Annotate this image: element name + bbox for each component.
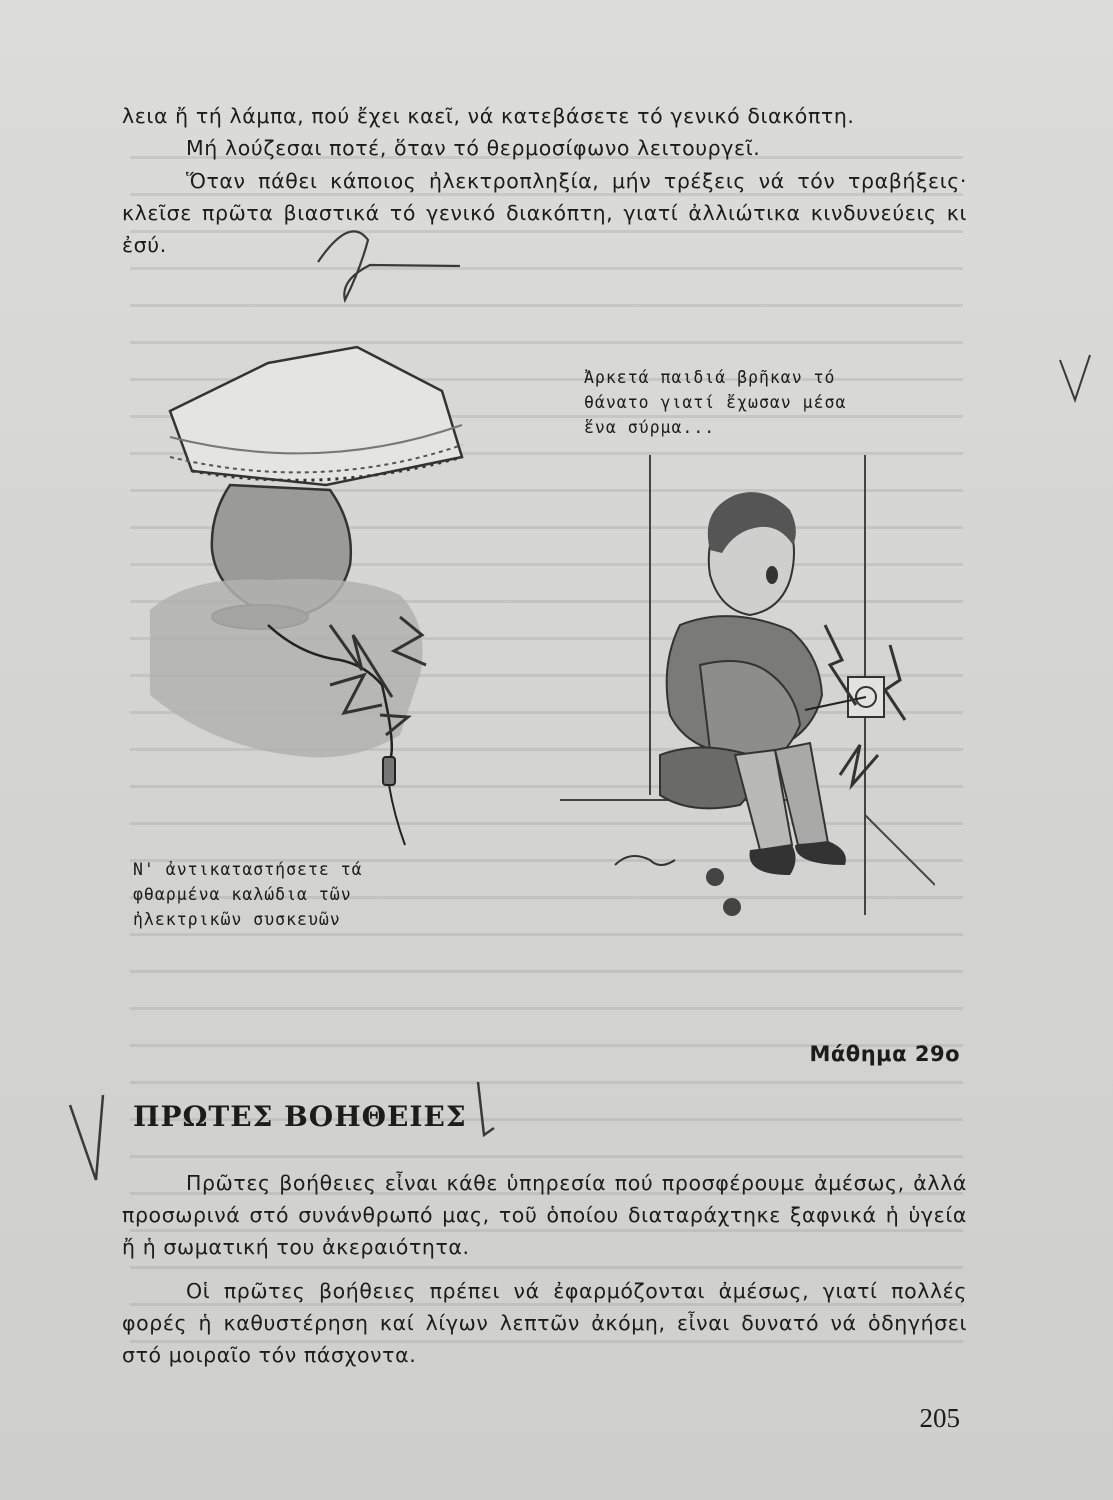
checkmark-icon xyxy=(1060,355,1090,400)
paragraph-first-aid-definition: Πρῶτες βοήθειες εἶναι κάθε ὑπηρεσία πού προσφέρουμε ἀμέσως, ἀλλά προσωρινά στό συνάνθρωπό μας, τοῦ ὁποίου διαταράχτηκε ξαφνικά ἡ ὑγεία ἤ ἡ σωματική του ἀκεραιότητα. xyxy=(122,1171,967,1259)
paragraph-first-aid-urgency: Οἱ πρῶτες βοήθειες πρέπει νά ἐφαρμόζονται ἀμέσως, γιατί πολλές φορές ἡ καθυστέρηση καί λίγων λεπτῶν ἀκόμη, εἶναι δυνατό νά ὁδηγήσει στό μοιραῖο τόν πάσχοντα. xyxy=(122,1279,967,1367)
caption-line: θάνατο γιατί ἔχωσαν μέσα xyxy=(584,393,847,412)
lesson-label: Μάθημα 29ο xyxy=(809,1042,960,1066)
checkmark-icon xyxy=(478,1082,494,1135)
checkmark-squiggle-icon xyxy=(318,231,460,300)
section-heading: ΠΡΩΤΕΣ ΒΟΗΘΕΙΕΣ xyxy=(133,1100,467,1133)
page-number: 205 xyxy=(919,1403,960,1433)
paragraph-water-heater: Μή λούζεσαι ποτέ, ὅταν τό θερμοσίφωνο λειτουργεῖ. xyxy=(186,136,761,160)
paragraph-lamp-warning: λεια ἤ τή λάμπα, πού ἔχει καεῖ, νά κατεβάσετε τό γενικό διακόπτη. xyxy=(122,104,855,128)
checkmark-icon xyxy=(70,1095,103,1180)
caption-line: ἕνα σύρμα... xyxy=(584,418,716,437)
caption-line: ἠλεκτρικῶν συσκευῶν xyxy=(133,910,341,929)
caption-line: φθαρμένα καλώδια τῶν xyxy=(133,885,352,904)
caption-line: Ν' ἀντικαταστήσετε τά xyxy=(133,860,363,879)
paragraph-electrocution: Ὅταν πάθει κάποιος ἠλεκτροπληξία, μήν τρέξεις νά τόν τραβήξεις· κλεῖσε πρῶτα βιαστικά τό γενικό διακόπτη, γιατί ἀλλιώτικα κινδυνεύεις κι ἐσύ. xyxy=(122,169,967,257)
caption-line: Ἀρκετά παιδιά βρῆκαν τό xyxy=(584,368,836,387)
